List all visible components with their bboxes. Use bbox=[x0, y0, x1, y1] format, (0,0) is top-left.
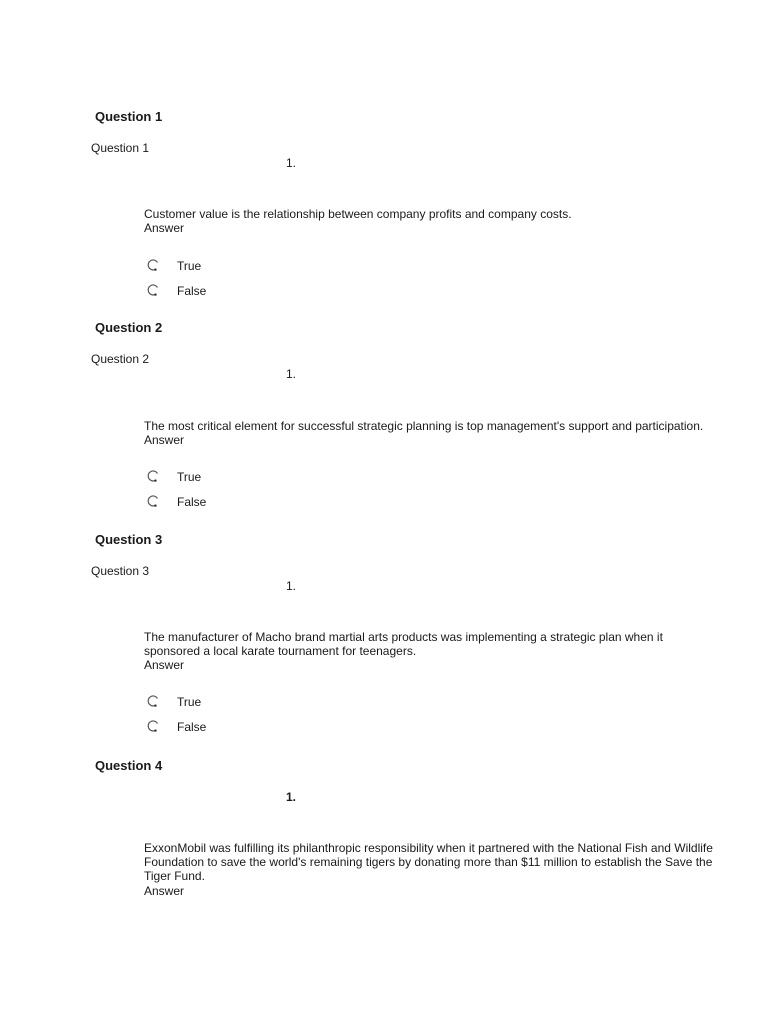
question-sublabel: Question 1 bbox=[91, 141, 150, 155]
answer-label: Answer bbox=[144, 884, 185, 898]
question-heading: Question 3 bbox=[95, 532, 163, 547]
question-text: ExxonMobil was fulfilling its philanthropic responsibility when it partnered with the National Fish and Wildlife Foundation to save the world's remaining tigers by donating more than $11 million to establish the Save the Tiger Fund. bbox=[144, 841, 713, 883]
answer-label: Answer bbox=[144, 658, 185, 672]
radio-button-icon[interactable] bbox=[146, 258, 160, 272]
radio-button-icon[interactable] bbox=[146, 719, 160, 733]
option-label: False bbox=[177, 284, 207, 298]
radio-button-icon[interactable] bbox=[146, 469, 160, 483]
question-number: 1. bbox=[286, 156, 297, 170]
question-number: 1. bbox=[286, 367, 297, 381]
question-number: 1. bbox=[286, 579, 297, 593]
question-text: The most critical element for successful strategic planning is top management's support and participation. bbox=[144, 419, 704, 433]
question-heading: Question 2 bbox=[95, 320, 163, 335]
question-sublabel: Question 3 bbox=[91, 564, 150, 578]
question-heading: Question 4 bbox=[95, 758, 163, 773]
question-text: The manufacturer of Macho brand martial arts products was implementing a strategic plan when it sponsored a local karate tournament for teenagers. bbox=[144, 630, 663, 658]
question-text: Customer value is the relationship between company profits and company costs. bbox=[144, 207, 572, 221]
option-label: True bbox=[177, 470, 202, 484]
radio-button-icon[interactable] bbox=[146, 283, 160, 297]
answer-label: Answer bbox=[144, 221, 185, 235]
option-label: True bbox=[177, 695, 202, 709]
option-label: False bbox=[177, 495, 207, 509]
option-label: False bbox=[177, 720, 207, 734]
question-heading: Question 1 bbox=[95, 109, 163, 124]
answer-label: Answer bbox=[144, 433, 185, 447]
question-sublabel: Question 2 bbox=[91, 352, 150, 366]
radio-button-icon[interactable] bbox=[146, 494, 160, 508]
question-number: 1. bbox=[286, 790, 297, 804]
radio-button-icon[interactable] bbox=[146, 694, 160, 708]
option-label: True bbox=[177, 259, 202, 273]
